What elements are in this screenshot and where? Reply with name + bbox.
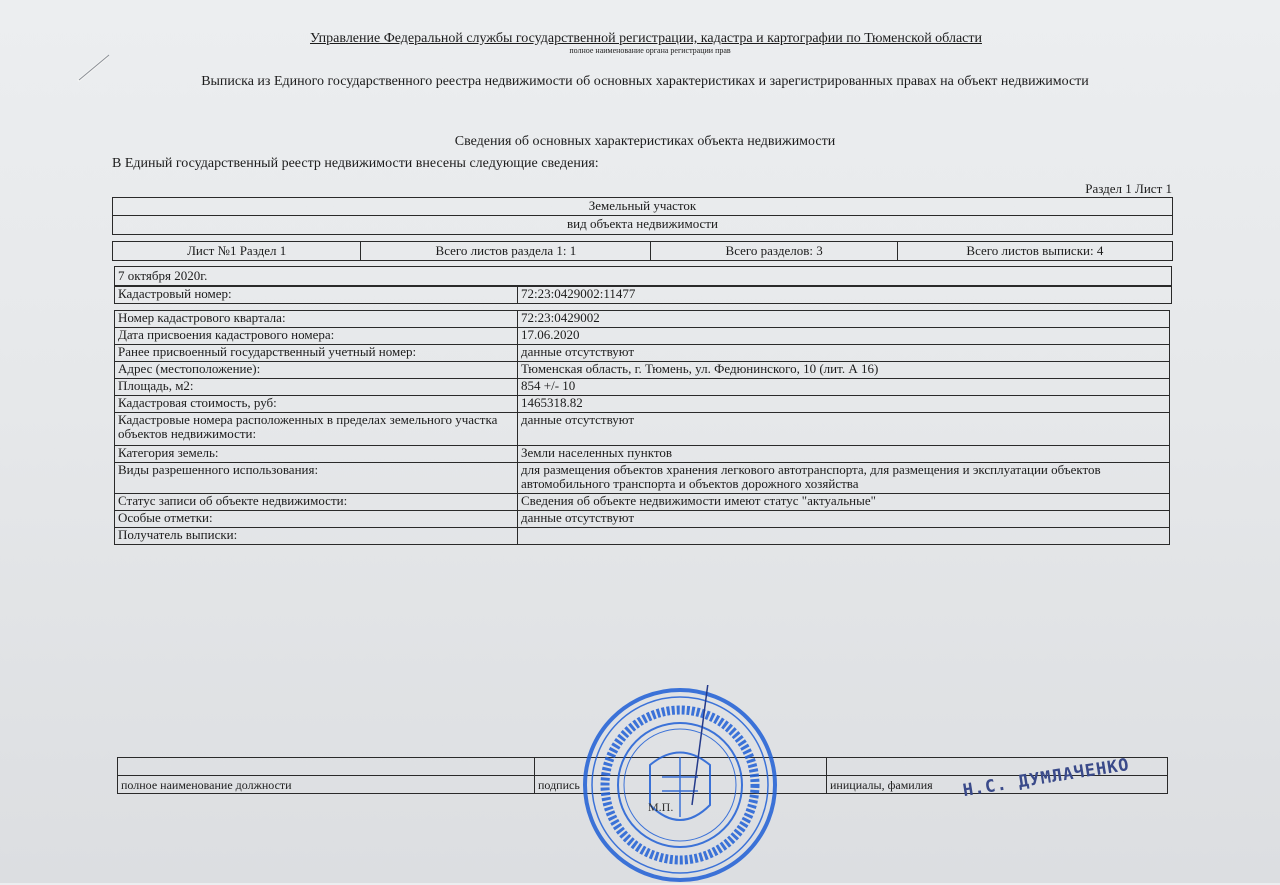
- signer-name-stamp: Н.С. ДУМЛАЧЕНКО: [961, 754, 1132, 802]
- table-row: [115, 396, 1170, 413]
- extract-date: 7 октября 2020г.: [114, 266, 1172, 286]
- row-value: данные отсутствуют: [518, 413, 1170, 446]
- name-label: инициалы, фамилия: [827, 776, 1168, 794]
- table-row: [115, 345, 1170, 362]
- table-row: [115, 463, 1170, 494]
- row-value: 1465318.82: [518, 396, 1170, 413]
- table-row: [115, 528, 1170, 545]
- official-seal-icon: [580, 685, 780, 885]
- row-value: [518, 528, 1170, 545]
- organization-name: Управление Федеральной службы государственной регистрации, кадастра и картографии по Тюменской области: [310, 31, 982, 46]
- row-label: Виды разрешенного использования:: [115, 463, 518, 494]
- cadastral-label: Кадастровый номер:: [115, 287, 518, 304]
- table-row: [115, 446, 1170, 463]
- object-type: Земельный участок: [112, 197, 1173, 216]
- row-value: данные отсутствуют: [518, 345, 1170, 362]
- row-value: 72:23:0429002: [518, 311, 1170, 328]
- row-value: 854 +/- 10: [518, 379, 1170, 396]
- row-value: Сведения об объекте недвижимости имеют статус "актуальные": [518, 494, 1170, 511]
- row-label: Категория земель:: [115, 446, 518, 463]
- section-reference: Раздел 1 Лист 1: [1085, 181, 1172, 196]
- row-label: Особые отметки:: [115, 511, 518, 528]
- section-sheets-count: Всего листов раздела 1: 1: [361, 242, 651, 260]
- row-value: для размещения объектов хранения легкового автотранспорта, для размещения и эксплуатации объектов автомобильного транспорта и объектов дорожного хозяйства: [518, 463, 1170, 494]
- row-value: Тюменская область, г. Тюмень, ул. Федюнинского, 10 (лит. А 16): [518, 362, 1170, 379]
- row-label: Статус записи об объекте недвижимости:: [115, 494, 518, 511]
- row-value: 17.06.2020: [518, 328, 1170, 345]
- row-value: данные отсутствуют: [518, 511, 1170, 528]
- row-value: Земли населенных пунктов: [518, 446, 1170, 463]
- row-label: Кадастровая стоимость, руб:: [115, 396, 518, 413]
- table-row: [115, 362, 1170, 379]
- row-label: Получатель выписки:: [115, 528, 518, 545]
- signature-label: подпись: [535, 776, 827, 794]
- cadastral-number-table: [114, 286, 1172, 304]
- sections-count: Всего разделов: 3: [651, 242, 897, 260]
- row-label: Дата присвоения кадастрового номера:: [115, 328, 518, 345]
- position-label: полное наименование должности: [118, 776, 535, 794]
- document-title: Выписка из Единого государственного реестра недвижимости об основных характеристиках и зарегистрированных правах на объект недвижимости: [201, 74, 1089, 89]
- section-title: Сведения об основных характеристиках объекта недвижимости: [454, 134, 836, 149]
- table-row: [115, 494, 1170, 511]
- characteristics-table: [114, 310, 1170, 545]
- table-row: [115, 311, 1170, 328]
- table-row: [115, 379, 1170, 396]
- sheet-info-row: [112, 241, 1173, 261]
- total-sheets-count: Всего листов выписки: 4: [966, 243, 1104, 258]
- cadastral-value: 72:23:0429002:11477: [518, 287, 1172, 304]
- row-label: Кадастровые номера расположенных в пределах земельного участка объектов недвижимости:: [115, 413, 518, 446]
- table-row: [115, 328, 1170, 345]
- organization-note: полное наименование органа регистрации прав: [569, 46, 731, 55]
- row-label: Адрес (местоположение):: [115, 362, 518, 379]
- seal-mark: М.П.: [648, 800, 674, 814]
- row-label: Площадь, м2:: [115, 379, 518, 396]
- intro-text: В Единый государственный реестр недвижимости внесены следующие сведения:: [112, 156, 599, 171]
- row-label: Номер кадастрового квартала:: [115, 311, 518, 328]
- table-row: [115, 413, 1170, 446]
- row-label: Ранее присвоенный государственный учетный номер:: [115, 345, 518, 362]
- sheet-number: Лист №1 Раздел 1: [113, 242, 361, 260]
- table-row: [115, 287, 1172, 304]
- table-row: [115, 511, 1170, 528]
- object-type-caption: вид объекта недвижимости: [112, 216, 1173, 235]
